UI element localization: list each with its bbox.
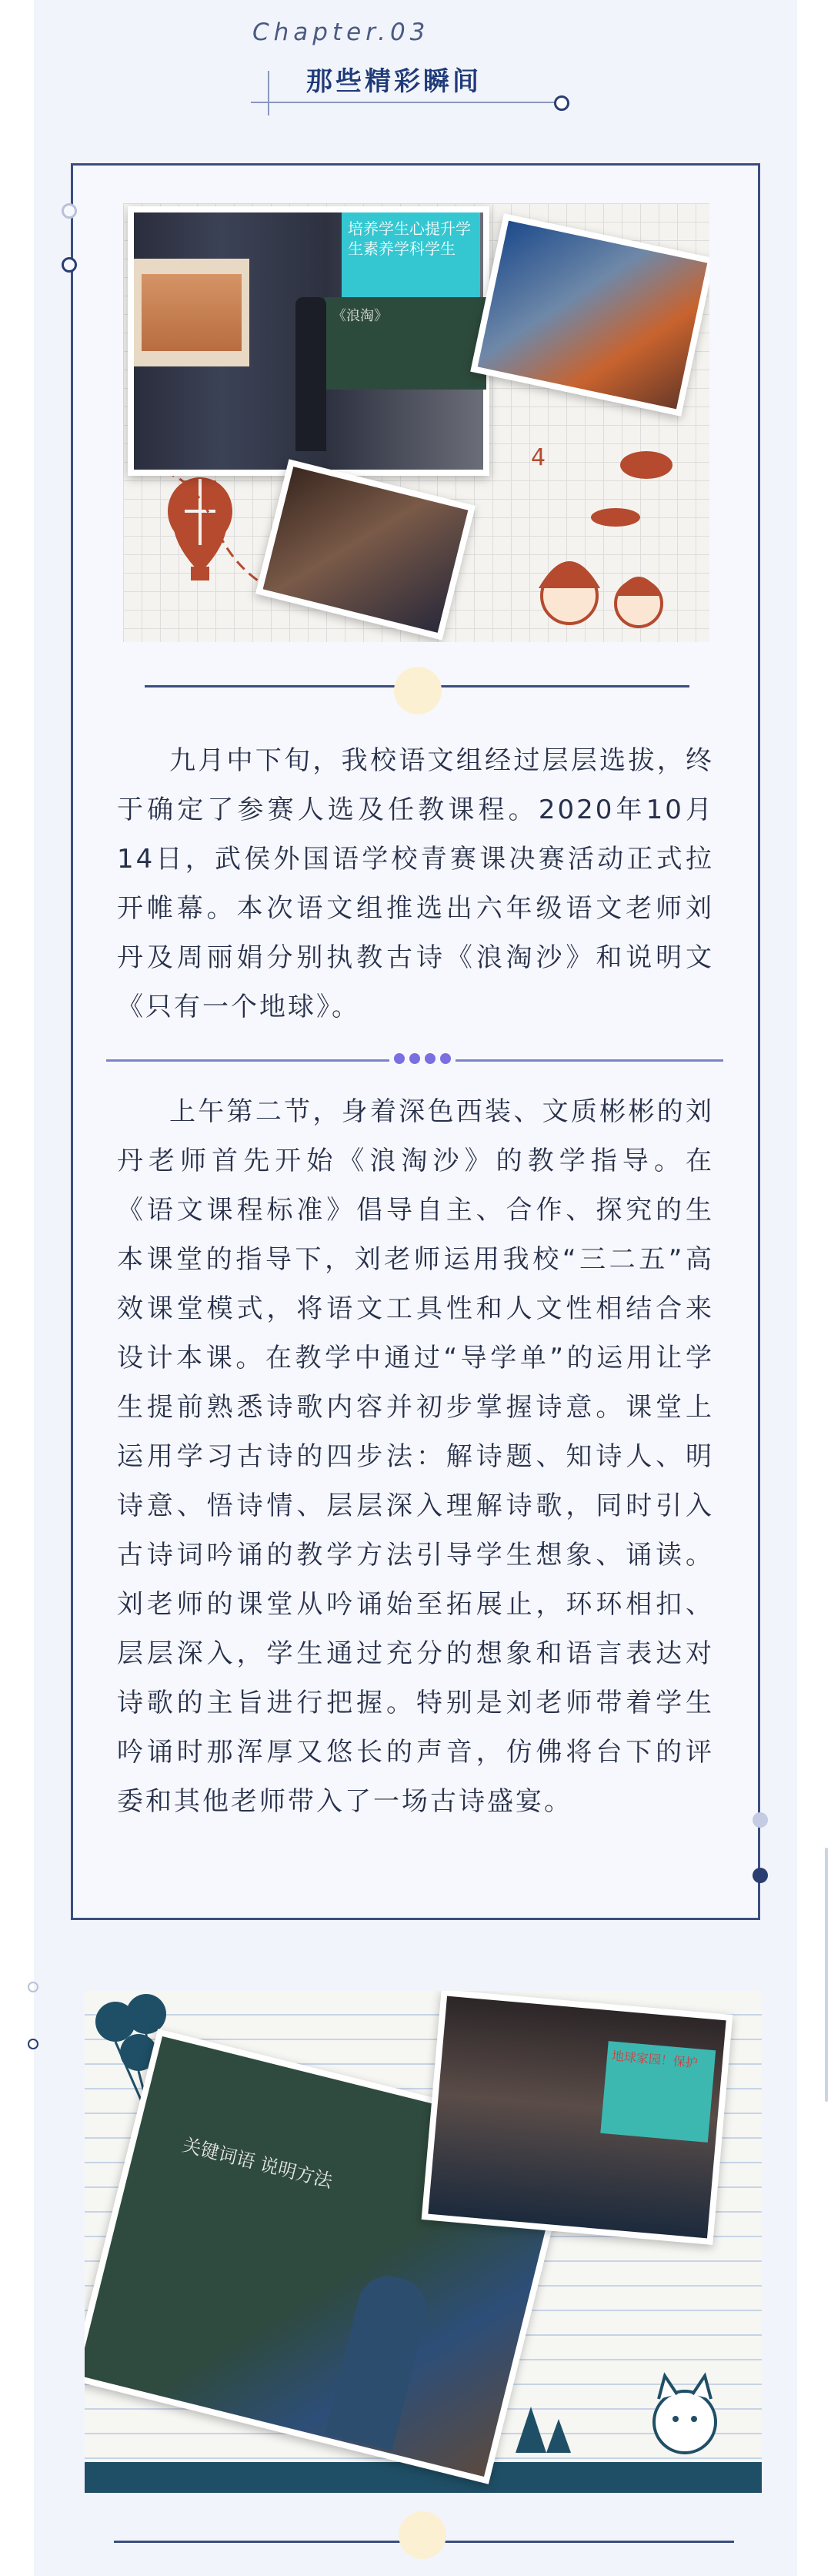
teacher-figure-2 (325, 2270, 433, 2451)
chapter-title: 那些精彩瞬间 (306, 66, 482, 97)
card-ring-left (62, 257, 77, 273)
chalkboard-title: 《浪淘》 (325, 297, 486, 390)
svg-text:4: 4 (531, 444, 546, 471)
chapter-header (0, 0, 831, 123)
scrollbar[interactable] (825, 1848, 828, 2102)
teacher-figure (295, 297, 326, 451)
divider-sun-icon (394, 667, 442, 714)
card-ring-top-left (62, 203, 77, 219)
stage-banner: 地球家园！保护 (600, 2041, 716, 2143)
chapter-label: Chapter.03 (252, 18, 430, 46)
card-dot-right-dark (753, 1868, 768, 1883)
main-text: 上午第二节，身着深色西装、文质彬彬的刘丹老师首先开始《浪淘沙》的教学指导。在《语文课程标准》倡导自主、合作、探究的生本课堂的指导下，刘老师运用我校“三二五”高效课堂模式，将语文工具性和人文性相结合来设计本课。在教学中通过“导学单”的运用让学生提前熟悉诗歌内容并初步掌握诗意。课堂上运用学习古诗的四步法：解诗题、知诗人、明诗意、悟诗情、层层深入理解诗歌，同时引入古诗词吟诵的教学方法引导学生想象、诵读。刘老师的课堂从吟诵始至拓展止，环环相扣、层层深入，学生通过充分的想象和语言表达对诗歌的主旨进行把握。特别是刘老师带着学生吟诵时那浑厚又悠长的声音，仿佛将台下的评委和其他老师带入了一场古诗盛宴。 (117, 1096, 714, 1817)
ring-left-lower-1 (28, 1982, 38, 1992)
chapter-ring-icon (554, 95, 569, 111)
chapter-decor-line (268, 71, 269, 115)
cat-mascot-icon (654, 2376, 716, 2453)
classroom-collage-photo (123, 203, 709, 642)
cloud-icon (620, 451, 672, 479)
main-paragraph (117, 1087, 714, 1826)
cartoon-kids-icon (539, 561, 662, 627)
intro-text: 九月中下旬，我校语文组经过层层选拔，终于确定了参赛人选及任教课程。2020年10月14日，武侯外国语学校青赛课决赛活动正式拉开帷幕。本次语文组推选出六年级语文老师刘丹及周丽娟分别执教古诗《浪淘沙》和说明文《只有一个地球》。 (117, 745, 714, 1022)
second-lesson-collage-photo (85, 1991, 762, 2493)
card-dot-right-light (753, 1812, 768, 1828)
photo-teacher-board (128, 206, 489, 476)
photo-students-stage (422, 1991, 733, 2245)
intro-paragraph (117, 736, 714, 1032)
chalkboard-keywords: 关键词语 说明方法 (180, 2134, 335, 2193)
ring-left-lower-2 (28, 2039, 38, 2049)
chapter-underline (251, 102, 559, 103)
separator-dots-icon (389, 1053, 456, 1064)
classroom-screen-text: 培养学生心提升学生素养学科学生 (342, 212, 480, 297)
bottom-sun-icon (399, 2511, 446, 2559)
hot-air-balloon-icon (168, 477, 232, 580)
